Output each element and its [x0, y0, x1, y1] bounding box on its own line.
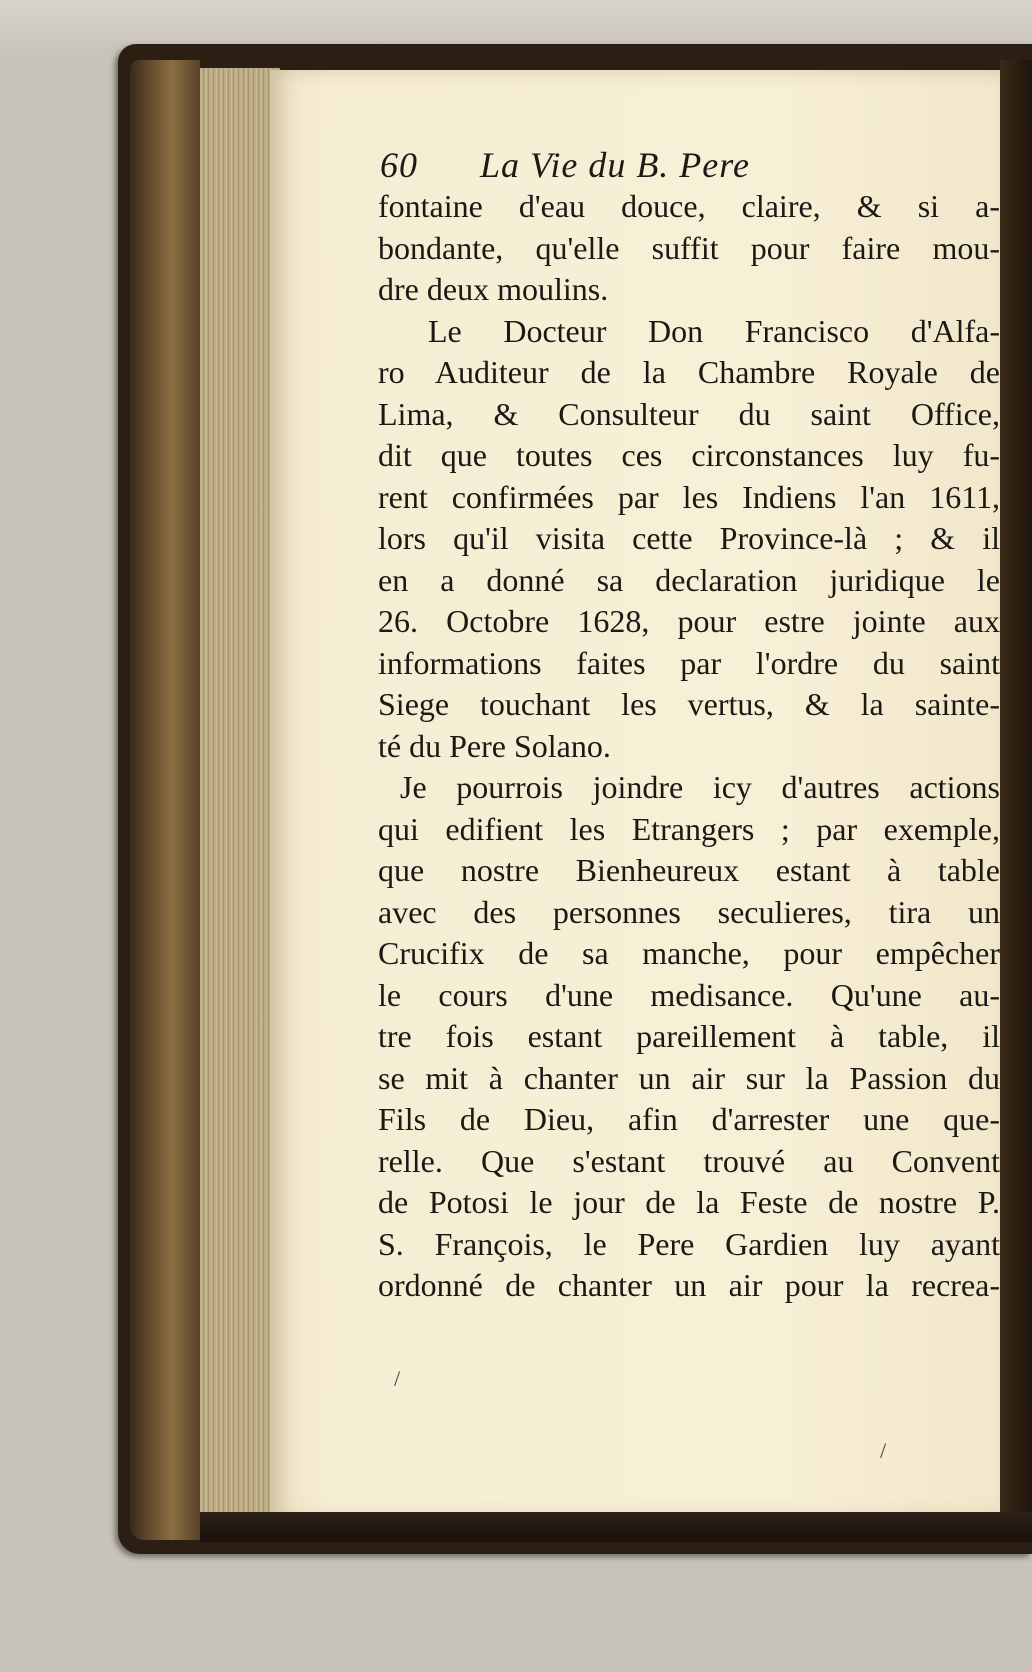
running-title: La Vie du B. Pere: [480, 145, 750, 185]
bottom-cover-edge: [200, 1512, 1032, 1542]
paper-blemish: /: [394, 1366, 401, 1391]
facing-page-gutter: [1000, 60, 1032, 1540]
text-line: informations faites par l'ordre du saint: [378, 644, 1000, 681]
text-line: fontaine d'eau douce, claire, & si a-: [378, 188, 1000, 224]
text-line: Siege touchant les vertus, & la sainte-: [378, 686, 1000, 722]
text-line: avec des personnes seculieres, tira un: [378, 893, 1000, 930]
text-line: de Potosi le jour de la Feste de nostre P.: [378, 1184, 1000, 1220]
text-line: rent confirmées par les Indiens l'an 1611,: [378, 478, 1000, 515]
text-line: Fils de Dieu, afin d'arrester une que-: [378, 1101, 1000, 1137]
running-head: [380, 144, 850, 186]
text-line: Crucifix de sa manche, pour empêcher: [378, 935, 1000, 971]
page-number: 60: [380, 145, 418, 185]
text-line: lors qu'il visita cette Province-là ; & il: [378, 520, 1000, 556]
cover-edge: [130, 60, 200, 1540]
text-line: que nostre Bienheureux estant à table: [378, 852, 1000, 888]
text-line: té du Pere Solano.: [378, 727, 611, 764]
text-line: le cours d'une medisance. Qu'une au-: [378, 976, 1000, 1013]
page-edges: [200, 68, 280, 1520]
text-line: Lima, & Consulteur du saint Office,: [378, 395, 1000, 432]
text-line: 26. Octobre 1628, pour estre jointe aux: [378, 603, 1000, 639]
text-line: relle. Que s'estant trouvé au Convent: [378, 1142, 1000, 1179]
text-line: Le Docteur Don Francisco d'Alfa-: [428, 312, 1000, 349]
text-line: qui edifient les Etrangers ; par exemple,: [378, 810, 1000, 847]
text-line: dit que toutes ces circonstances luy fu-: [378, 437, 1000, 473]
paper-blemish: /: [880, 1438, 887, 1463]
text-line: se mit à chanter un air sur la Passion du: [378, 1059, 1000, 1096]
text-line: Je pourrois joindre icy d'autres actions: [400, 769, 1000, 805]
text-line: S. François, le Pere Gardien luy ayant: [378, 1225, 1000, 1262]
body-text: [378, 186, 1000, 1307]
text-line: ro Auditeur de la Chambre Royale de: [378, 354, 1000, 390]
text-line: ordonné de chanter un air pour la recrea-: [378, 1267, 1000, 1303]
text-line: bondante, qu'elle suffit pour faire mou-: [378, 229, 1000, 266]
text-line: en a donné sa declaration juridique le: [378, 561, 1000, 598]
text-line: dre deux moulins.: [378, 271, 609, 307]
text-line: tre fois estant pareillement à table, il: [378, 1018, 1000, 1054]
